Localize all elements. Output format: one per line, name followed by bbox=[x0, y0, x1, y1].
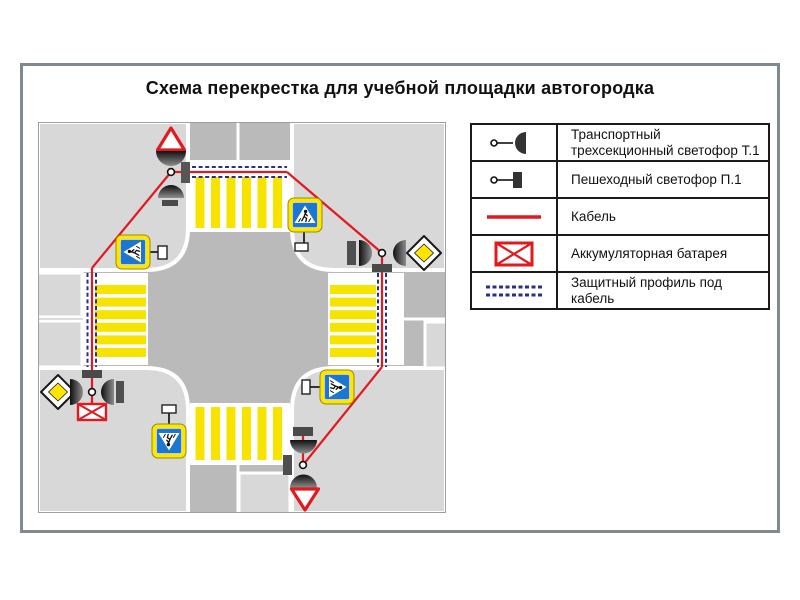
battery-icon bbox=[472, 236, 558, 271]
intersection-diagram bbox=[38, 122, 446, 513]
pedestrian-signal-icon bbox=[162, 405, 176, 413]
end-block-right-lower bbox=[425, 322, 446, 368]
legend-label: Кабель bbox=[571, 208, 616, 224]
cable-icon bbox=[472, 199, 558, 234]
legend-label: Пешеходный светофор П.1 bbox=[571, 171, 742, 187]
legend-row-cable bbox=[472, 199, 768, 236]
legend-label: Защитный профиль под кабель bbox=[571, 274, 722, 306]
pedestrian-signal-icon bbox=[295, 243, 308, 251]
intersection-diagram-area bbox=[38, 122, 446, 513]
pedestrian-light-icon bbox=[347, 241, 356, 265]
pole-junction bbox=[89, 389, 96, 396]
pedestrian-signal-icon bbox=[158, 246, 167, 259]
legend-label: Аккумуляторная батарея bbox=[571, 245, 728, 261]
pole-junction bbox=[379, 250, 386, 257]
lane-line-top bbox=[237, 122, 240, 160]
light-base-bar bbox=[82, 370, 102, 378]
transport-light-t1-icon bbox=[472, 125, 558, 160]
light-base-bar bbox=[162, 200, 178, 206]
pole-junction bbox=[300, 462, 307, 469]
pedestrian-light-icon bbox=[116, 381, 124, 403]
legend-row-battery bbox=[472, 236, 768, 273]
pole-junction bbox=[168, 169, 175, 176]
light-base-bar bbox=[293, 427, 313, 436]
page-title: Схема перекрестка для учебной площадки автогородка bbox=[145, 78, 655, 98]
lane-line-bottom bbox=[237, 465, 240, 513]
legend-row-transport-light bbox=[472, 125, 768, 162]
pedestrian-light-icon bbox=[283, 455, 292, 475]
light-base-bar bbox=[372, 264, 392, 272]
end-block-bottom-right bbox=[239, 473, 290, 513]
pedestrian-crossing-sign-icon bbox=[288, 198, 322, 232]
legend-row-protection-profile bbox=[472, 273, 768, 310]
pedestrian-crossing-sign-icon bbox=[320, 370, 354, 404]
legend-row-pedestrian-light bbox=[472, 162, 768, 199]
page-frame bbox=[20, 63, 780, 533]
end-block-left-lower bbox=[38, 321, 82, 367]
pedestrian-signal-icon bbox=[302, 380, 310, 394]
battery-icon bbox=[78, 404, 106, 420]
legend-label: Транспортный трехсекционный светофор Т.1 bbox=[571, 126, 760, 158]
pedestrian-light-icon bbox=[181, 162, 190, 183]
lane-line-right bbox=[404, 318, 446, 321]
pedestrian-light-p1-icon bbox=[472, 162, 558, 197]
pedestrian-crossing-sign-icon bbox=[116, 235, 150, 269]
cable-protection-profile-icon bbox=[472, 273, 558, 308]
legend-table bbox=[470, 123, 770, 310]
pedestrian-crossing-sign-icon bbox=[152, 424, 186, 458]
end-block-left-upper bbox=[38, 273, 82, 317]
